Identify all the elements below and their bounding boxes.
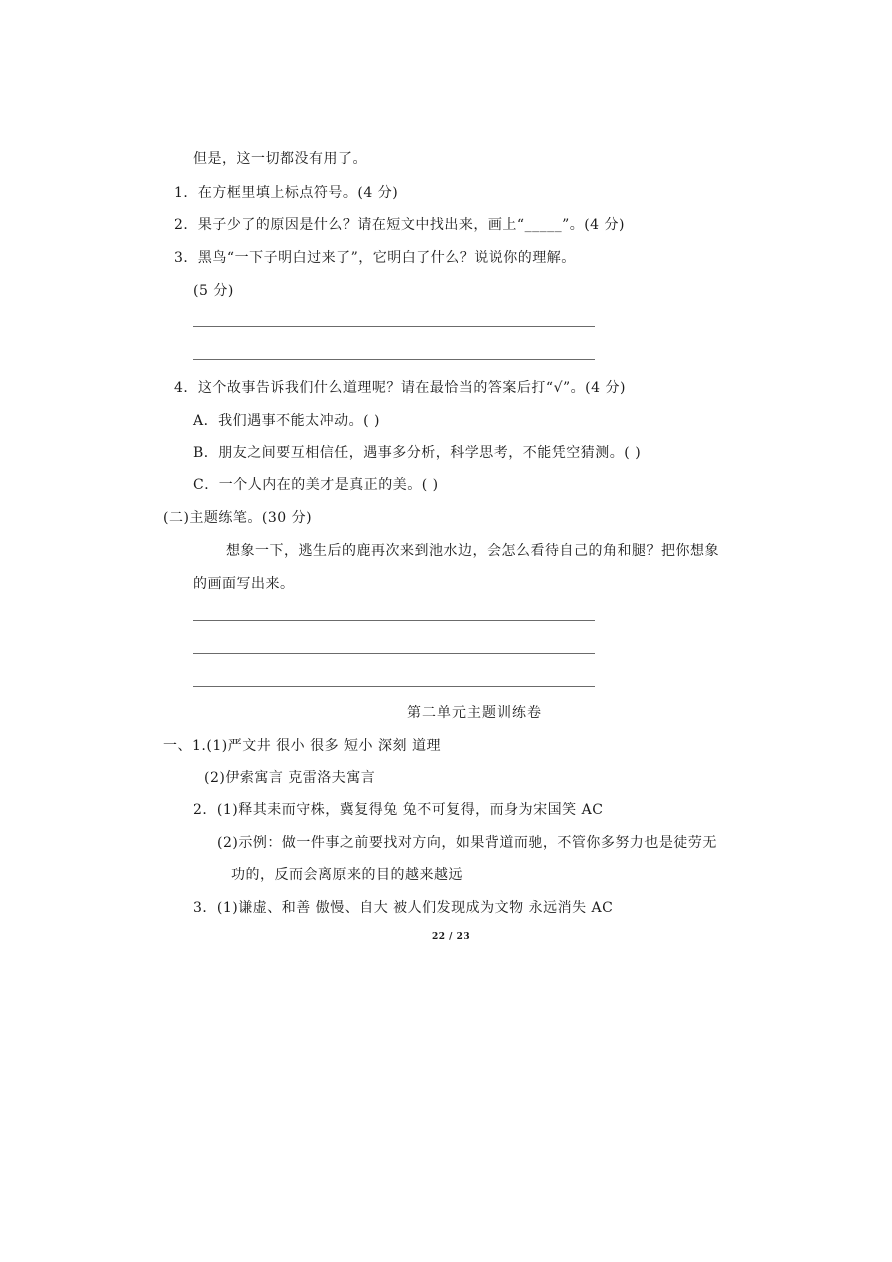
answer-line-4: (2)示例：做一件事之前要找对方向，如果背道而驰，不管你多努力也是徒劳无	[217, 835, 717, 851]
question-3-score: (5 分)	[193, 283, 234, 299]
writing-prompt-line-1: 想象一下，逃生后的鹿再次来到池水边，会怎么看待自己的角和腿？把你想象	[226, 543, 719, 559]
question-1: 1．在方框里填上标点符号。(4 分)	[174, 185, 399, 201]
writing-prompt-line-2: 的画面写出来。	[193, 576, 295, 592]
writing-line	[193, 620, 595, 621]
answer-line	[193, 326, 595, 327]
answer-line-6: 3．(1)谦虚、和善 傲慢、自大 被人们发现成为文物 永远消失 AC	[193, 900, 614, 916]
answer-line-2: (2)伊索寓言 克雷洛夫寓言	[204, 770, 376, 786]
question-2: 2．果子少了的原因是什么？请在短文中找出来，画上“_____”。(4 分)	[174, 217, 626, 233]
writing-heading: (二)主题练笔。(30 分)	[163, 510, 313, 526]
passage-line: 但是，这一切都没有用了。	[193, 151, 367, 167]
question-4: 4．这个故事告诉我们什么道理呢？请在最恰当的答案后打“√”。(4 分)	[174, 380, 626, 396]
page-number: 22 / 23	[432, 932, 471, 942]
answers-title: 第二单元主题训练卷	[407, 705, 542, 721]
question-4-option-b: B．朋友之间要互相信任，遇事多分析，科学思考，不能凭空猜测。( )	[193, 445, 642, 461]
writing-line	[193, 653, 595, 654]
question-4-option-a: A．我们遇事不能太冲动。( )	[193, 413, 380, 429]
answer-line-1: 一、1.(1)严文井 很小 很多 短小 深刻 道理	[163, 738, 441, 754]
writing-line	[193, 686, 595, 687]
answer-line	[193, 359, 595, 360]
answer-line-3: 2．(1)释其耒而守株，冀复得兔 兔不可复得，而身为宋国笑 AC	[193, 802, 604, 818]
question-4-option-c: C．一个人内在的美才是真正的美。( )	[193, 477, 439, 493]
question-3: 3．黑鸟“一下子明白过来了”，它明白了什么？说说你的理解。	[174, 250, 576, 266]
answer-line-5: 功的，反而会离原来的目的越来越远	[231, 867, 463, 883]
